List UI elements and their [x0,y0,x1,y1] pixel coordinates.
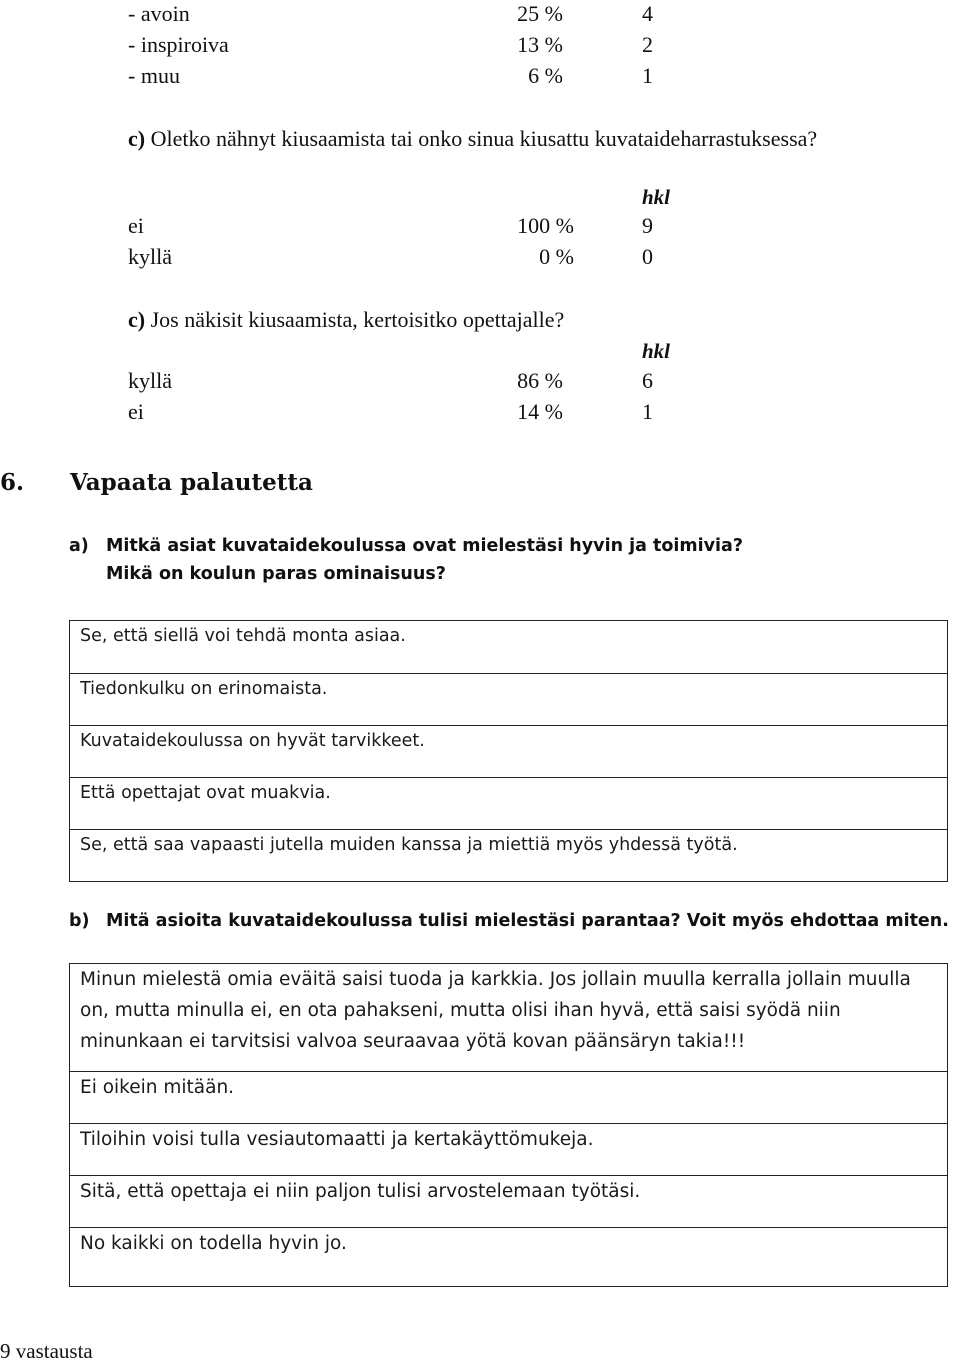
answer-row: Sitä, että opettaja ei niin paljon tulisi arvostelemaan työtäsi. [70,1175,947,1227]
answer-row: No kaikki on todella hyvin jo. [70,1227,947,1279]
question-letter: c) [128,126,146,151]
answer-label: kyllä [128,244,172,269]
stat-percent: 13 % [517,32,563,57]
question-line-1: Mitkä asiat kuvataidekoulussa ovat mielestäsi hyvin ja toimivia? [106,536,744,556]
stat-count: 4 [642,1,653,26]
answer-row: Ei oikein mitään. [70,1071,947,1123]
question-body: Mitä asioita kuvataidekoulussa tulisi mielestäsi parantaa? Voit myös ehdottaa miten. [106,911,949,931]
stat-percent: 25 % [517,1,563,26]
question-letter: c) [128,307,146,332]
answers-box-b [69,963,948,1287]
answer-percent: 0 % [539,244,574,269]
hkl-header: hkl [642,185,671,209]
stat-percent: 6 % [528,63,563,88]
question-body: Jos näkisit kiusaamista, kertoisitko opettajalle? [150,307,565,332]
answer-percent: 86 % [517,368,563,393]
stat-label: - avoin [128,1,190,26]
question-text [128,309,564,331]
answer-row: Se, että siellä voi tehdä monta asiaa. [80,626,406,646]
answer-row: Se, että saa vapaasti jutella muiden kanssa ja miettiä myös yhdessä työtä. [70,829,947,881]
question-letter: a) [69,536,89,556]
answer-count: 6 [642,368,653,393]
stat-count: 1 [642,63,653,88]
answer-row: Tiedonkulku on erinomaista. [70,673,947,725]
question-text [128,128,817,150]
answers-box-a [69,620,948,882]
answer-row: Kuvataidekoulussa on hyvät tarvikkeet. [70,725,947,777]
hkl-header: hkl [642,339,671,363]
answer-label: ei [128,399,144,424]
section-heading [0,471,313,494]
stat-count: 2 [642,32,653,57]
answer-row: Tiloihin voisi tulla vesiautomaatti ja kertakäyttömukeja. [70,1123,947,1175]
answer-label: ei [128,213,144,238]
stat-label: - muu [128,63,180,88]
answer-count: 0 [642,244,653,269]
answer-row: Että opettajat ovat muakvia. [70,777,947,829]
question-body: Oletko nähnyt kiusaamista tai onko sinua kiusattu kuvataideharrastuksessa? [150,126,818,151]
answer-label: kyllä [128,368,172,393]
section-title: Vapaata palautetta [70,469,313,496]
answer-row: Minun mielestä omia eväitä saisi tuoda ja karkkia. Jos jollain muulla kerralla jollain muulla on, mutta minulla ei, en ota pahakseni, mutta olisi ihan hyvä, että saisi syödä niin minunkaan ei tarvitsisi valvoa seuraavaa yötä kovan päänsäryn takia!!! [80,969,911,1052]
stat-label: - inspiroiva [128,32,229,57]
question-letter: b) [69,911,90,931]
answer-percent: 14 % [517,399,563,424]
section-number: 6. [0,469,25,496]
respondent-count: 9 vastausta [0,1339,93,1363]
answer-percent: 100 % [517,213,574,238]
question-line-2: Mikä on koulun paras ominaisuus? [106,564,446,584]
answer-count: 9 [642,213,653,238]
answer-count: 1 [642,399,653,424]
